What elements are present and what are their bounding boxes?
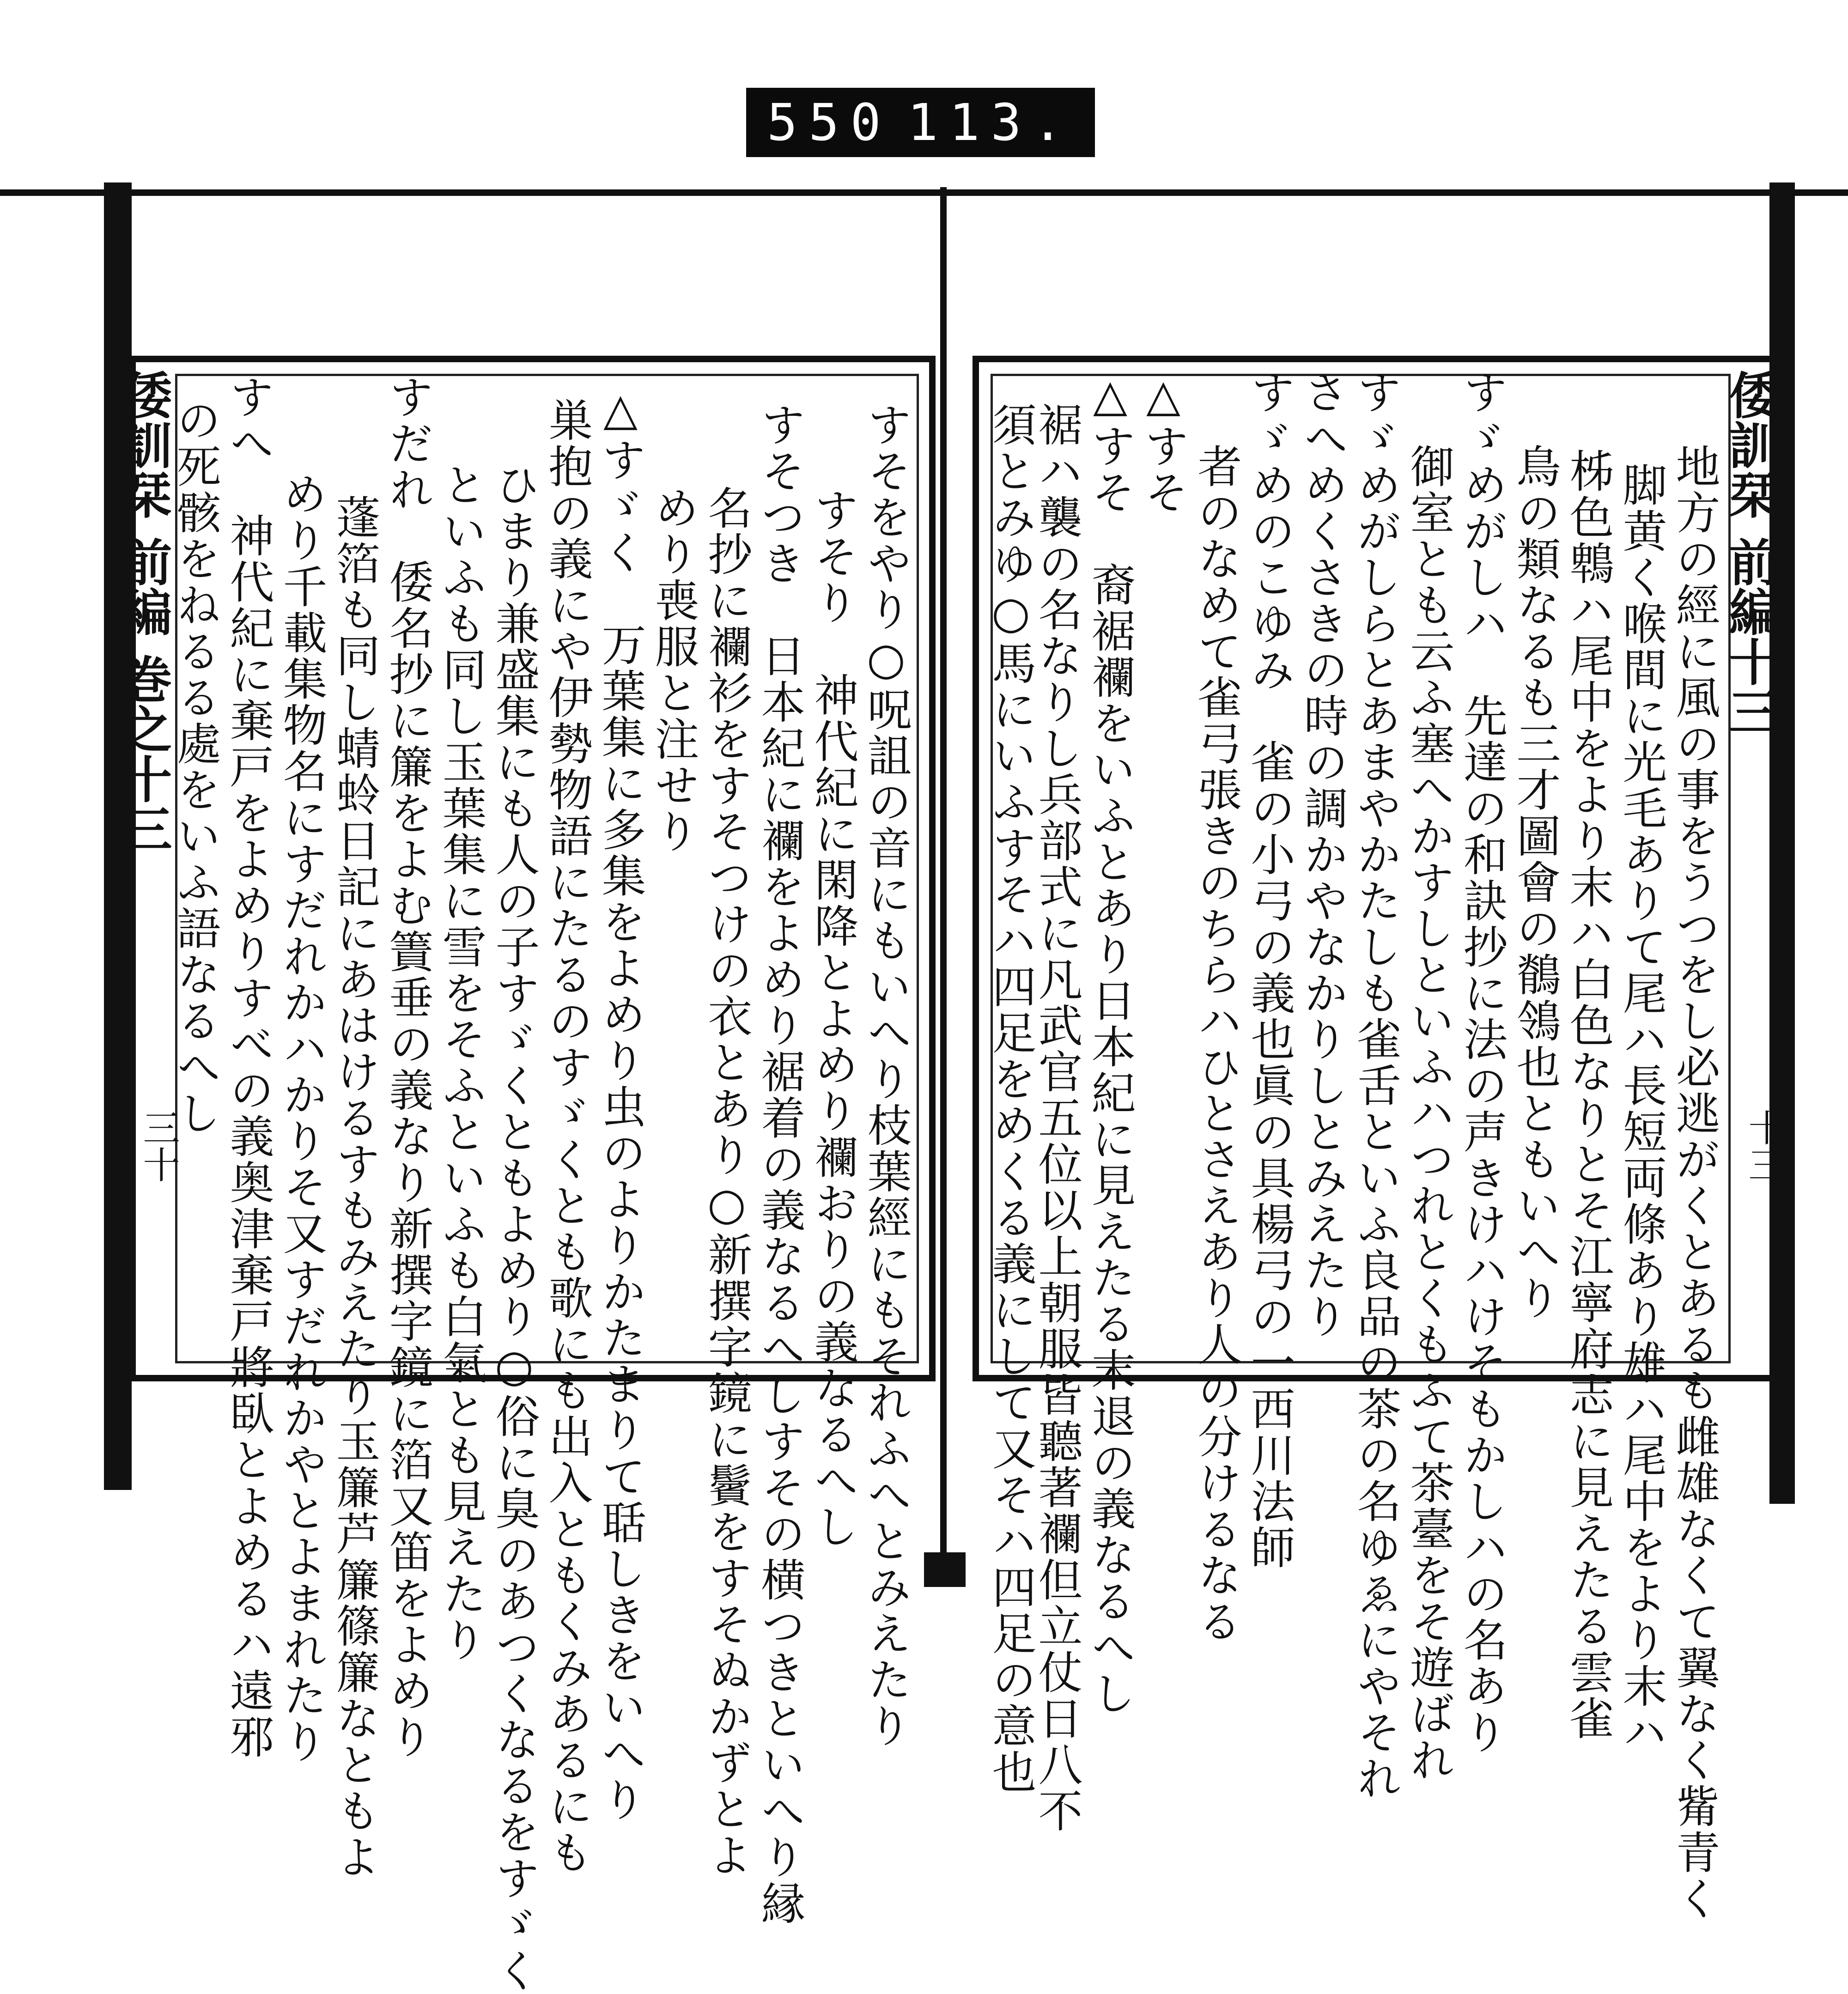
right-col-6: 御室とも云ふ塞へかすしといふハつれとくもふて茶臺をそ遊ばれ [1403, 444, 1455, 1783]
right-col-5: すゞめがしハ 先達の和訣抄に法の声きけハけそもかしハの名あり [1456, 370, 1508, 1756]
right-col-3: 柹色鵯ハ尾中をより末ハ白色なりとそ江寧府志に見えたる雲雀 [1562, 448, 1614, 1742]
left-col-1: すそをやり○呪詛の音にもいへり枝葉經にもそれふへとみえたり [860, 402, 912, 1749]
left-col-5: めり喪服と注せり [648, 485, 699, 855]
label-right-number: 113. [907, 93, 1074, 152]
left-col-9: といふも同し玉葉集に雪をそふといふも白氣とも見えたり [435, 462, 487, 1663]
right-col-13: 裾ハ襲の名なりし兵部式に凡武官五位以上朝服皆聽著襴但立仗日八不 [1031, 402, 1083, 1834]
right-col-14: 須とみゆ○馬にいふすそハ四足をめくる義にして又そハ四足の意也 [985, 402, 1037, 1795]
gutter-base-stamp [924, 1552, 966, 1587]
left-col-10: すだれ 倭名抄に簾をよむ簀垂の義なり新撰字鏡に箔又笛をよめり [382, 374, 434, 1760]
right-col-7: すゞめがしらとあまやかたしも雀舌といふ良品の茶の名ゆゑにやそれ [1350, 370, 1402, 1802]
left-col-12: めり千載集物名にすだれかハかりそ又すだれかやとよまれたり [276, 471, 328, 1765]
right-col-9: すゞめのこゆみ 雀の小弓の義也眞の具楊弓の一西川法師 [1244, 370, 1295, 1571]
left-col-7: 巣抱の義にや伊勢物語にたるのすゞくとも歌にも出入ともくみあるにも [541, 397, 593, 1876]
right-col-1: 地方の經に風の事をうつをし必逃がくとあるも雌雄なくて翼なく觜青く [1669, 444, 1720, 1922]
right-col-11: △すそ [1137, 370, 1189, 516]
left-col-8: ひまり兼盛集にも人の子すゞくともよめり○俗に臭のあつくなるをすゞく [488, 462, 540, 1994]
left-page-header: 倭訓栞 前編 巻之十三 [114, 370, 172, 854]
right-col-4: 鳥の類なるも三才圖會の鶺鴒也ともいへり [1509, 444, 1561, 1321]
right-col-2: 脚黄く喉間に光毛ありて尾ハ長短両條あり雄ハ尾中をより末ハ [1616, 462, 1667, 1756]
top-rail [0, 189, 1848, 196]
left-col-6: △すゞく 万葉集に多集をよめり虫のよりかたまりて聒しきをいへり [595, 383, 646, 1823]
right-page-folio: 十三 [1742, 1109, 1785, 1183]
left-col-13: すへ 神代紀に棄戸をよめりすべの義奥津棄戸將臥とよめるハ遠邪 [223, 374, 274, 1760]
left-page-folio: 三十 [137, 1109, 180, 1183]
left-col-3: すそつき 日本紀に襴をよめり裾着の義なるへしすその横つきといへり縁 [754, 402, 806, 1927]
right-page-header: 倭訓栞 前編十三 [1720, 370, 1779, 736]
left-col-14: の死骸をねるる處をいふ語なるへし [170, 397, 221, 1137]
right-col-10: 者のなめて雀弓張きのちらハひとさえあり人の分けるなる [1191, 444, 1242, 1645]
left-col-2: すそり 神代紀に閑降とよめり襴おりの義なるへし [807, 487, 859, 1550]
right-col-8: さへめくさきの時の調かやなかりしとみえたり [1297, 370, 1349, 1340]
center-gutter [940, 187, 947, 1568]
left-col-11: 蓬箔も同し蜻蛉日記にあはけるすもみえたり玉簾芦簾篠簾なともよ [329, 494, 381, 1880]
archive-label [746, 88, 1095, 157]
left-col-4: 名抄に襴衫をすそつけの衣とあり○新撰字鏡に鬢をすそぬかずとよ [701, 485, 753, 1878]
right-col-12: △すそ 裔裾襴をいふとあり日本紀に見えたる末退の義なるへし [1084, 370, 1136, 1717]
label-left-number: 550 [767, 93, 892, 152]
